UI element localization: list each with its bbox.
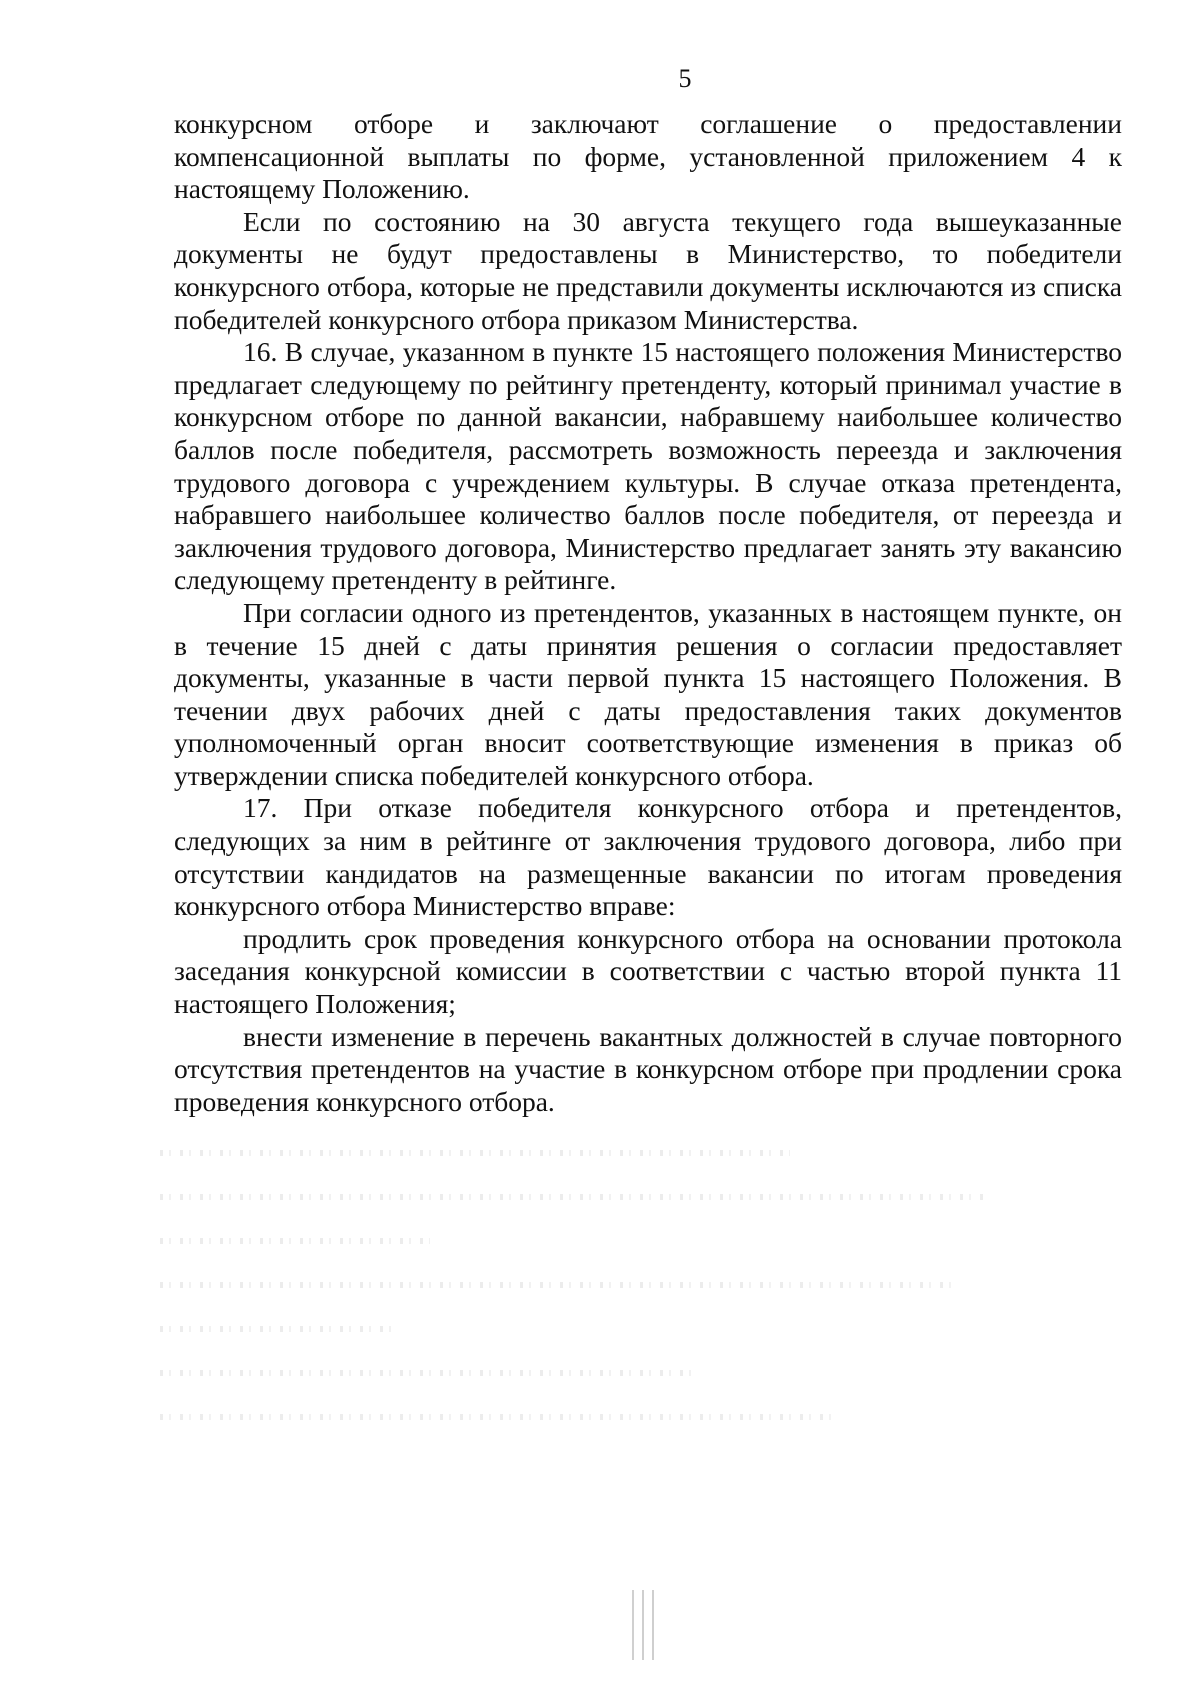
paragraph-item-17: 17. При отказе победителя конкурсного отбора и претендентов, следующих за ним в рейтинге от заключения трудового договора, либо при отсутствии кандидатов на размещенные вакансии по итогам проведения конкурсного отбора Министерство вправе: <box>174 792 1122 922</box>
paragraph-deadline: Если по состоянию на 30 августа текущего года вышеуказанные документы не будут предоставлены в Министерство, то победители конкурсного отбора, которые не представили документы исключаются из списка победителей конкурсного отбора приказом Министерства. <box>174 205 1122 335</box>
binding-mark <box>632 1590 672 1670</box>
paragraph-consent: При согласии одного из претендентов, указанных в настоящем пункте, он в течение 15 дней с даты принятия решения о согласии предоставляет документы, указанные в части первой пункта 15 настоящего Положения. В течении двух рабочих дней с даты предоставления таких документов уполномоченный орган вносит соответствующие изменения в приказ об утверждении списка победителей конкурсного отбора. <box>174 596 1122 791</box>
document-body <box>174 108 1122 1118</box>
paragraph-continuation: конкурсном отборе и заключают соглашение о предоставлении компенсационной выплаты по форме, установленной приложением 4 к настоящему Положению. <box>174 108 1122 205</box>
paragraph-item-16: 16. В случае, указанном в пункте 15 настоящего положения Министерство предлагает следующему по рейтингу претенденту, который принимал участие в конкурсном отборе по данной вакансии, набравшему наибольшее количество баллов после победителя, рассмотреть возможность переезда и заключения трудового договора с учреждением культуры. В случае отказа претендента, набравшего наибольшее количество баллов после победителя, от переезда и заключения трудового договора, Министерство предлагает занять эту вакансию следующему претенденту в рейтинге. <box>174 336 1122 596</box>
page-number: 5 <box>678 64 692 93</box>
paragraph-extend-term: продлить срок проведения конкурсного отбора на основании протокола заседания конкурсной комиссии в соответствии с частью второй пункта 11 настоящего Положения; <box>174 922 1122 1020</box>
scan-bleed-through <box>160 1150 1060 1480</box>
paragraph-amend-list: внести изменение в перечень вакантных должностей в случае повторного отсутствия претендентов на участие в конкурсном отборе при продлении срока проведения конкурсного отбора. <box>174 1020 1122 1117</box>
